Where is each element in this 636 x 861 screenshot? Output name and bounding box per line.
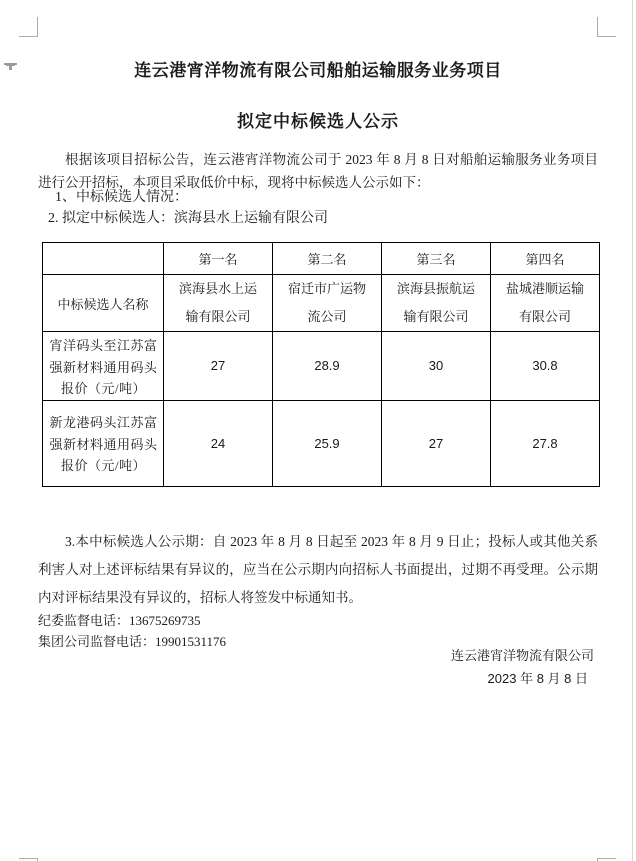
candidate-1-name: 滨海县水上运输有限公司 xyxy=(164,275,273,332)
intro-paragraph: 根据该项目招标公告，连云港宵洋物流公司于 2023 年 8 月 8 日对船舶运输服务业务项目进行公开招标，本项目采取低价中标，现将中标候选人公示如下： xyxy=(38,152,598,190)
header-cell-rank-2: 第二名 xyxy=(273,243,382,275)
header-cell-empty xyxy=(43,243,164,275)
header-cell-rank-3: 第三名 xyxy=(382,243,491,275)
candidate-3-name: 滨海县振航运输有限公司 xyxy=(382,275,491,332)
group-supervision-phone: 集团公司监督电话：19901531176 xyxy=(38,634,227,649)
price-xiaoyang-rank4: 30.8 xyxy=(491,332,600,401)
document-subtitle: 拟定中标候选人公示 xyxy=(237,112,399,131)
candidate-2-name: 宿迁市广运物流公司 xyxy=(273,275,382,332)
table-row-candidate-names xyxy=(43,275,600,332)
price-xinlonggang-rank1: 24 xyxy=(164,400,273,486)
scroll-anchor-icon xyxy=(4,63,17,71)
margin-crop-mark-top-left xyxy=(19,17,38,37)
page-edge-line xyxy=(632,0,633,861)
table-row-price-xiaoyang xyxy=(43,332,600,401)
discipline-supervision-phone: 纪委监督电话：13675269735 xyxy=(38,613,201,628)
price-xiaoyang-rank2: 28.9 xyxy=(273,332,382,401)
margin-crop-mark-top-right xyxy=(597,17,616,37)
candidate-4-name: 盐城港顺运输有限公司 xyxy=(491,275,600,332)
table-header-row xyxy=(43,243,600,275)
list-item-candidate-overview: 1、中标候选人情况： xyxy=(55,190,188,205)
price-xiaoyang-rank1: 27 xyxy=(164,332,273,401)
header-cell-rank-1: 第一名 xyxy=(164,243,273,275)
price-xinlonggang-rank4: 27.8 xyxy=(491,400,600,486)
bid-candidates-table xyxy=(42,242,600,487)
list-item-proposed-winner: 2. 拟定中标候选人：滨海县水上运输有限公司 xyxy=(48,211,328,226)
price-xinlonggang-rank2: 25.9 xyxy=(273,400,382,486)
signature-date: 2023 年 8 月 8 日 xyxy=(487,671,588,686)
publicity-period-paragraph: 3.本中标候选人公示期：自 2023 年 8 月 8 日起至 2023 年 8 月 9 日止；投标人或其他关系利害人对上述评标结果有异议的，应当在公示期内向招标人书面提出，过期不再受理。公示期内对评标结果没有异议的，招标人将签发中标通知书。 xyxy=(38,534,598,605)
document-title: 连云港宵洋物流有限公司船舶运输服务业务项目 xyxy=(134,61,502,80)
signature-company: 连云港宵洋物流有限公司 xyxy=(450,648,594,663)
row-label-candidate-name: 中标候选人名称 xyxy=(43,275,164,332)
row-label-price-xiaoyang: 宵洋码头至江苏富强新材料通用码头报价（元/吨） xyxy=(43,332,164,401)
price-xiaoyang-rank3: 30 xyxy=(382,332,491,401)
price-xinlonggang-rank3: 27 xyxy=(382,400,491,486)
row-label-price-xinlonggang: 新龙港码头江苏富强新材料通用码头报价（元/吨） xyxy=(43,400,164,486)
header-cell-rank-4: 第四名 xyxy=(491,243,600,275)
table-row-price-xinlonggang xyxy=(43,400,600,486)
